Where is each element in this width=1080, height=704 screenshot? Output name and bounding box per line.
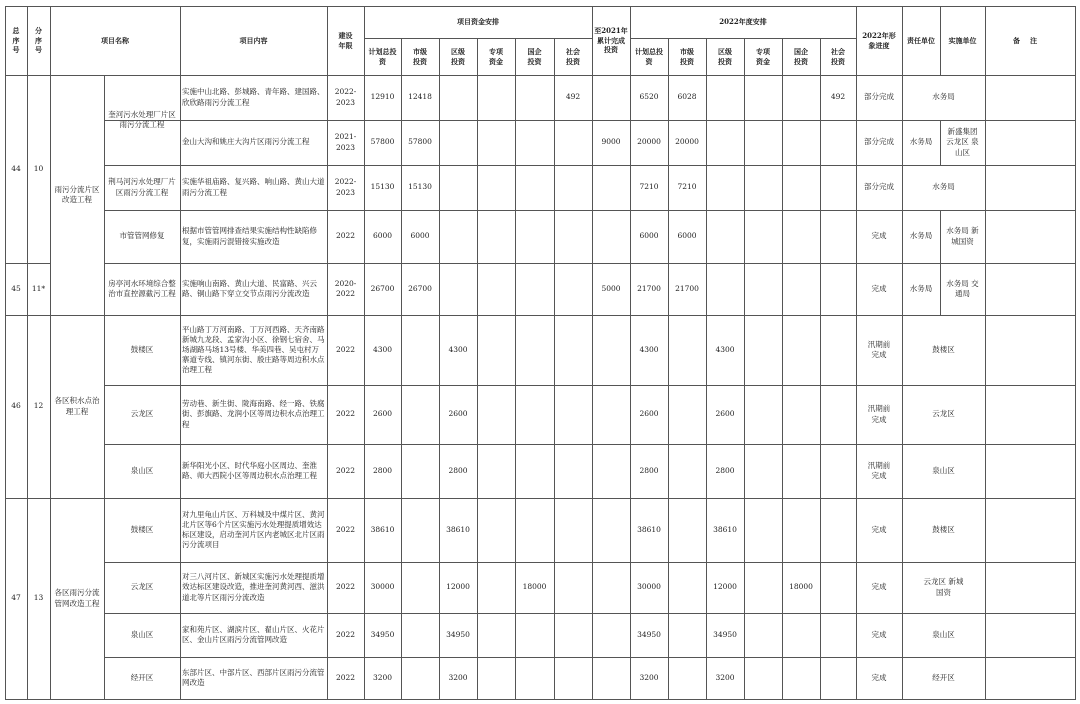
- row-10-district-2022: 12000: [713, 582, 737, 592]
- group-47-name: 各区雨污分流管网改造工程: [54, 588, 100, 608]
- header-cumulative: 至2021年累计完成投资: [594, 26, 628, 55]
- row-4-implementing: 水务局 新城国资: [946, 226, 979, 246]
- row-2-progress: 部分完成: [864, 137, 894, 147]
- row-8-period: 2022: [335, 465, 356, 475]
- header-special-fund-2022: 专项资金: [756, 47, 770, 66]
- row-12-district: 经开区: [130, 672, 154, 682]
- row-11-district-2022: 34950: [713, 629, 737, 639]
- row-10-district: 云龙区: [130, 582, 154, 592]
- row-2-implementing: 新盛集团 云龙区 泉山区: [946, 127, 979, 157]
- row-11-progress: 完成: [871, 629, 887, 639]
- group-44-45-name: 雨污分流片区改造工程: [54, 184, 100, 204]
- row-11-unit: 泉山区: [932, 629, 955, 639]
- row-9-content: 对九里龟山片区、万科城及中煤片区、黄河北片区等6个片区实施污水处理提质增效达标区建设，启动奎河片区内老城区北片区雨污分流项目: [182, 509, 325, 550]
- row-12-district-2022: 3200: [715, 672, 735, 682]
- header-note: 备注: [1013, 35, 1047, 45]
- row-10-unit: 云龙区 新城国资: [923, 577, 964, 597]
- row-7-period: 2022: [335, 409, 356, 419]
- header-national-invest-2022: 国企投资: [794, 47, 808, 66]
- row-4-responsible: 水务局: [909, 231, 933, 241]
- row-1-city-2022: 6028: [677, 92, 697, 102]
- header-responsible-unit: 责任单位: [907, 35, 935, 45]
- row-6-district-invest: 4300: [448, 344, 468, 354]
- row-5-plan: 26700: [370, 283, 395, 293]
- row-6-plan-2022: 4300: [639, 344, 659, 354]
- header-project-name: 项目名称: [101, 35, 129, 45]
- row-10-period: 2022: [335, 582, 356, 592]
- group-45-sub-seq: 11*: [31, 283, 46, 293]
- row-12-progress: 完成: [871, 672, 887, 682]
- row-1-city: 12418: [408, 92, 432, 102]
- row-6-progress: 汛期前完成: [867, 339, 891, 359]
- header-total-seq: 总序号: [12, 26, 20, 55]
- row-4-period: 2022: [335, 231, 356, 241]
- row-11-plan: 34950: [370, 629, 395, 639]
- row-11-district: 泉山区: [130, 629, 154, 639]
- row-1-plan-2022: 6520: [639, 92, 659, 102]
- row-6-district-2022: 4300: [715, 344, 735, 354]
- row-12-plan-2022: 3200: [639, 672, 659, 682]
- row-3-plan: 15130: [370, 182, 395, 192]
- row-10-district-invest: 12000: [446, 582, 470, 592]
- group-46-sub-seq: 12: [33, 401, 44, 411]
- row-5-city: 26700: [408, 283, 432, 293]
- header-social-invest-2022: 社会投资: [831, 47, 845, 66]
- row-3-city-2022: 7210: [677, 182, 697, 192]
- row-5-period: 2020-2022: [334, 278, 357, 298]
- row-5-responsible: 水务局: [909, 283, 933, 293]
- row-5-implementing: 水务局 交通局: [946, 278, 979, 298]
- row-7-district-2022: 2600: [715, 409, 735, 419]
- row-10-content: 对三八河片区、新城区实施污水处理提质增效达标区建设改造，推进奎河黄河西、滋洪道北等片区雨污分流改造: [182, 572, 325, 602]
- header-district-invest: 区级投资: [451, 47, 465, 66]
- row-3-city: 15130: [408, 182, 432, 192]
- row-9-district-2022: 38610: [713, 524, 737, 534]
- row-5-cumulative: 5000: [601, 283, 621, 293]
- row-8-plan: 2800: [372, 465, 393, 475]
- header-social-invest: 社会投资: [566, 47, 580, 66]
- row-11-plan-2022: 34950: [637, 629, 661, 639]
- row-8-progress: 汛期前完成: [867, 460, 891, 480]
- row-9-district-invest: 38610: [446, 524, 470, 534]
- header-district-invest-2022: 区级投资: [718, 47, 732, 66]
- row-7-plan: 2600: [372, 409, 393, 419]
- row-2-content: 金山大沟和姚庄大沟片区雨污分流工程: [182, 137, 310, 147]
- row-8-district: 泉山区: [130, 465, 154, 475]
- row-9-unit: 鼓楼区: [932, 524, 955, 534]
- sub-project-jingmahe: 荆马河污水处理厂片区雨污分流工程: [108, 177, 176, 197]
- row-9-district: 鼓楼区: [130, 524, 154, 534]
- row-1-content: 实施中山北路、彭城路、青年路、建国路、欣欣路雨污分流工程: [182, 87, 325, 107]
- header-project-content: 项目内容: [239, 35, 268, 45]
- row-11-content: 家和苑片区、湖滨片区、翟山片区、火花片区、金山片区雨污分流管网改造: [182, 624, 325, 644]
- row-8-district-invest: 2800: [448, 465, 468, 475]
- header-national-invest: 国企投资: [527, 47, 542, 66]
- row-6-district: 鼓楼区: [130, 344, 154, 354]
- row-6-plan: 4300: [372, 344, 393, 354]
- row-4-city: 6000: [410, 231, 430, 241]
- row-2-plan-2022: 20000: [637, 137, 661, 147]
- row-6-period: 2022: [335, 344, 356, 354]
- row-11-district-invest: 34950: [446, 629, 470, 639]
- row-2-plan: 57800: [370, 137, 395, 147]
- row-1-progress: 部分完成: [864, 92, 894, 102]
- row-4-plan-2022: 6000: [639, 231, 659, 241]
- row-10-plan: 30000: [370, 582, 395, 592]
- row-3-plan-2022: 7210: [639, 182, 659, 192]
- header-city-invest: 市级投资: [413, 47, 427, 66]
- row-5-progress: 完成: [871, 283, 887, 293]
- row-7-unit: 云龙区: [932, 409, 955, 419]
- header-build-period: 建设年限: [338, 31, 353, 50]
- group-44-total-seq: 44: [11, 163, 21, 173]
- header-plan-total: 计划总投资: [368, 47, 397, 66]
- group-45-total-seq: 45: [11, 283, 21, 293]
- row-7-content: 劳动巷、新生街、陇海南路、经一路、铁腐街、彭旗路、龙润小区等周边积水点治理工程: [182, 399, 325, 429]
- row-1-social: 492: [565, 92, 581, 102]
- row-9-plan-2022: 38610: [637, 524, 661, 534]
- row-7-plan-2022: 2600: [639, 409, 659, 419]
- row-11-period: 2022: [335, 629, 356, 639]
- row-12-unit: 经开区: [932, 672, 955, 682]
- row-10-plan-2022: 30000: [637, 582, 661, 592]
- row-4-plan: 6000: [372, 231, 393, 241]
- row-9-plan: 38610: [370, 524, 395, 534]
- row-2-city-2022: 20000: [675, 137, 699, 147]
- header-funds: 项目资金安排: [457, 17, 499, 27]
- header-special-fund: 专项资金: [489, 47, 503, 66]
- row-8-district-2022: 2800: [715, 465, 735, 475]
- row-2-city: 57800: [408, 137, 432, 147]
- header-implementing-unit: 实施单位: [948, 35, 977, 45]
- group-46-name: 各区积水点治理工程: [54, 396, 100, 416]
- row-3-progress: 部分完成: [864, 182, 894, 192]
- group-47-total-seq: 47: [11, 593, 21, 603]
- row-5-city-2022: 21700: [675, 283, 699, 293]
- sub-project-fangtinghe: 房亭河水环境综合整治市直控源截污工程: [108, 278, 176, 298]
- header-progress: 2022年形象进度: [862, 31, 896, 50]
- row-8-unit: 泉山区: [932, 465, 955, 475]
- row-6-content: 平山路丁万河南路、丁万河西路、天齐南路新城九龙段、孟家沟小区、徐钢七宿舍、马场湖路马场13号楼、华美四巷、吴屯村万寨道专线、镇河东街、殷庄路等周边积水点治理工程: [182, 324, 325, 375]
- row-12-period: 2022: [335, 672, 356, 682]
- row-9-period: 2022: [335, 524, 356, 534]
- group-46-total-seq: 46: [11, 401, 21, 411]
- row-1-period: 2022-2023: [334, 87, 357, 107]
- row-4-city-2022: 6000: [677, 231, 697, 241]
- row-3-period: 2022-2023: [334, 177, 357, 197]
- row-3-unit: 水务局: [932, 182, 955, 192]
- row-4-progress: 完成: [871, 231, 887, 241]
- row-2-period: 2021-2023: [334, 132, 357, 152]
- row-1-social-2022: 492: [830, 92, 846, 102]
- row-10-national-invest: 18000: [522, 582, 547, 592]
- row-1-unit: 水务局: [932, 92, 955, 102]
- group-44-sub-seq: 10: [33, 163, 44, 173]
- row-3-content: 实施华祖庙路、复兴路、响山路、黄山大道雨污分流工程: [182, 177, 325, 197]
- row-2-cumulative: 9000: [601, 137, 621, 147]
- row-12-district-invest: 3200: [448, 672, 468, 682]
- row-8-content: 新华阳光小区、时代华庭小区周边、奎淮路、师大西院小区等周边积水点治理工程: [182, 460, 317, 480]
- row-2-responsible: 水务局: [909, 137, 933, 147]
- header-city-invest-2022: 市级投资: [680, 47, 694, 66]
- row-7-district: 云龙区: [130, 409, 154, 419]
- row-10-national-2022: 18000: [789, 582, 813, 592]
- sub-project-pipe-repair: 市管管网修复: [119, 231, 165, 241]
- row-9-progress: 完成: [871, 524, 887, 534]
- row-8-plan-2022: 2800: [639, 465, 659, 475]
- row-5-plan-2022: 21700: [637, 283, 661, 293]
- row-4-content: 根据市管管网排查结果实施结构性缺陷修复，实施雨污混错接实施改造: [182, 226, 317, 246]
- row-12-content: 东部片区、中部片区、西部片区雨污分流管网改造: [182, 667, 325, 687]
- row-6-unit: 鼓楼区: [932, 344, 955, 354]
- row-7-progress: 汛期前完成: [867, 404, 891, 424]
- row-1-plan: 12910: [370, 92, 395, 102]
- row-10-progress: 完成: [871, 582, 887, 592]
- header-sub-seq: 分序号: [35, 26, 42, 55]
- group-47-sub-seq: 13: [33, 593, 44, 603]
- row-7-district-invest: 2600: [448, 409, 468, 419]
- header-plan-total-2022: 计划总投资: [635, 47, 663, 66]
- row-12-plan: 3200: [372, 672, 393, 682]
- header-2022-arrangement: 2022年度安排: [719, 17, 767, 27]
- sub-project-kuihe: 奎河污水处理厂片区雨污分流工程: [108, 109, 176, 129]
- row-5-content: 实施响山南路、黄山大道、民富路、兴云路、铜山路下穿立交节点雨污分流改造: [182, 278, 317, 298]
